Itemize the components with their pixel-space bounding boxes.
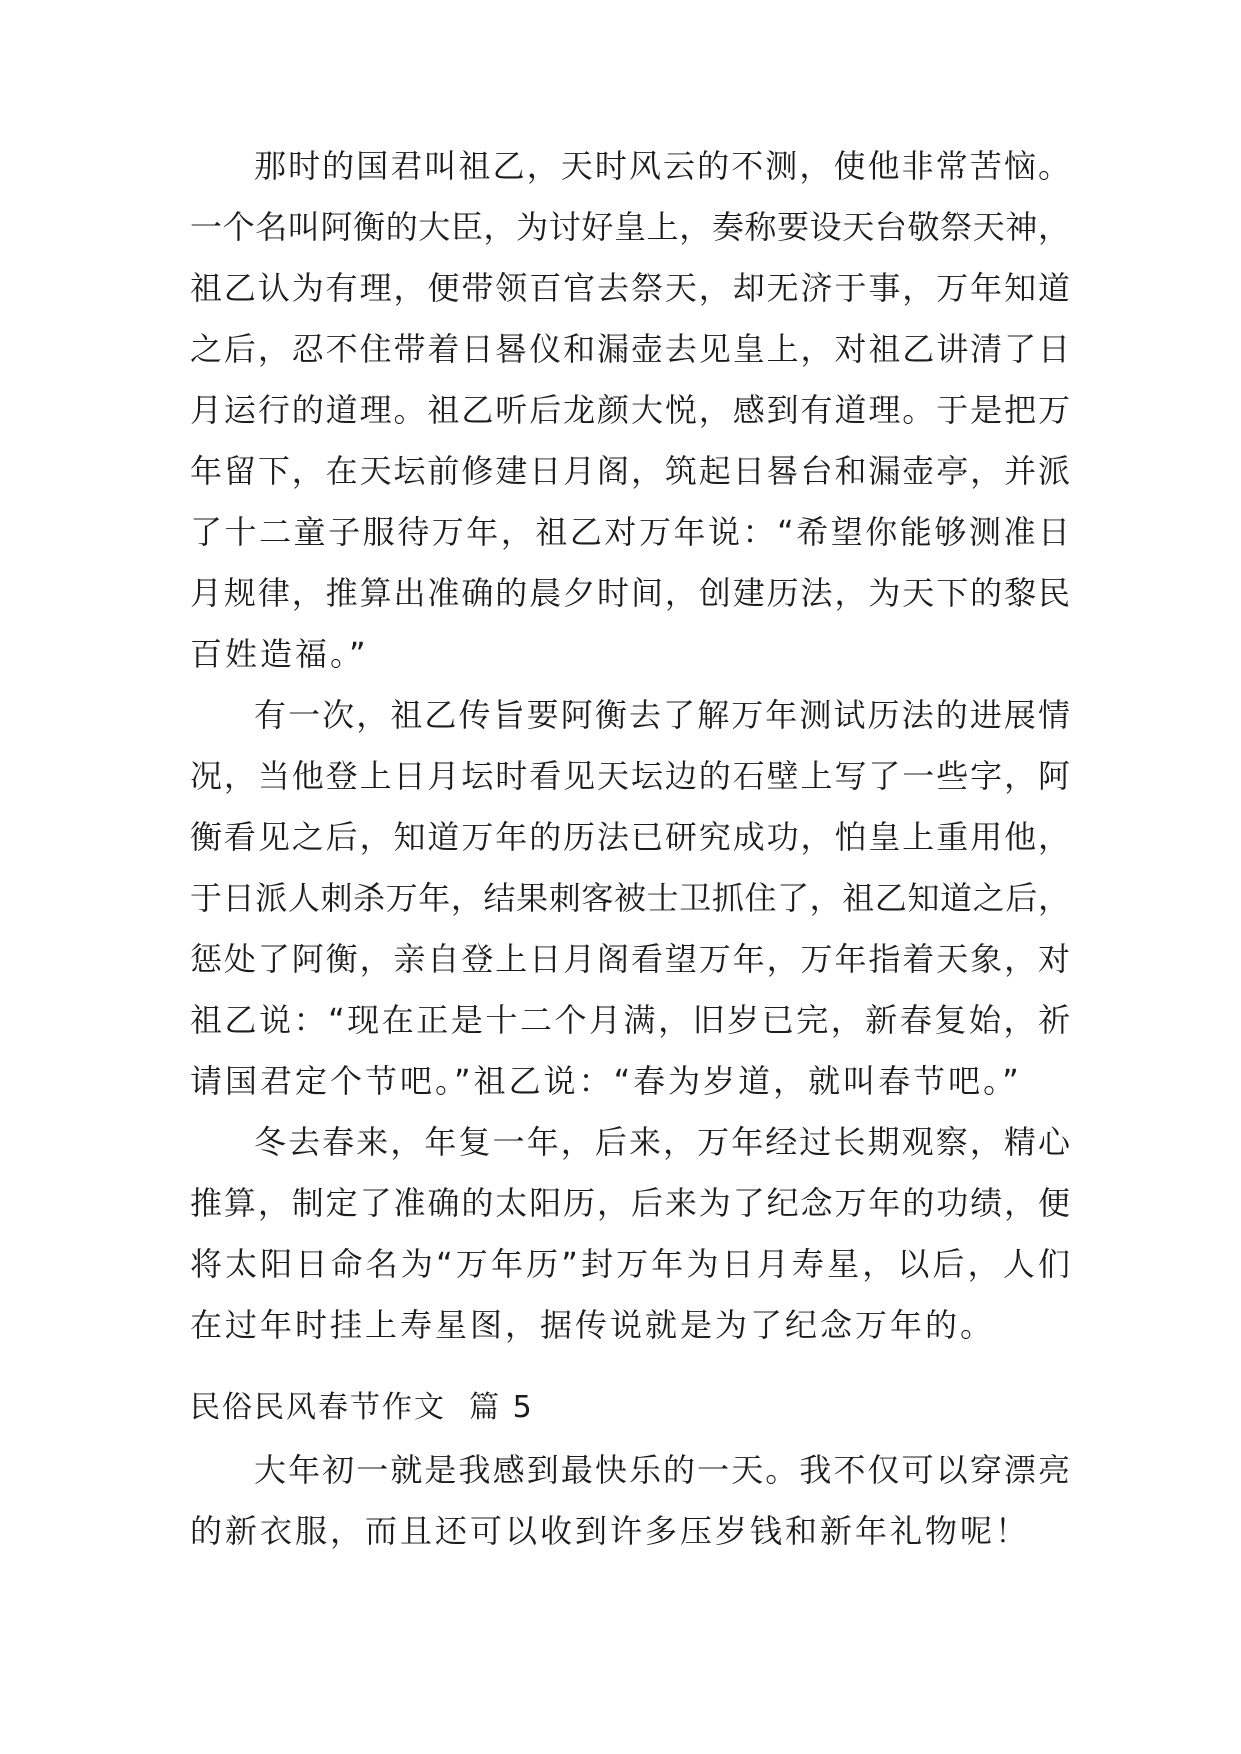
paragraph-3-line-1: 冬去春来，年复一年，后来，万年经过长期观察，精心 xyxy=(254,1123,1070,1161)
paragraph-2-line-2: 况，当他登上日月坛时看见天坛边的石壁上写了一些字，阿 xyxy=(190,757,1070,795)
paragraph-2-line-1: 有一次，祖乙传旨要阿衡去了解万年测试历法的进展情 xyxy=(254,696,1070,734)
paragraph-3-line-4: 在过年时挂上寿星图，据传说就是为了纪念万年的。 xyxy=(190,1306,996,1344)
paragraph-3-line-3: 将太阳日命名为“万年历”封万年为日月寿星，以后，人们 xyxy=(190,1245,1070,1283)
section-paragraph-line-2: 的新衣服，而且还可以收到许多压岁钱和新年礼物呢！ xyxy=(190,1512,1031,1550)
paragraph-1-line-4: 之后，忍不住带着日晷仪和漏壶去见皇上，对祖乙讲清了日 xyxy=(190,330,1070,368)
paragraph-1-line-7: 了十二童子服待万年，祖乙对万年说：“希望你能够测准日 xyxy=(190,513,1070,551)
section-paragraph-line-1: 大年初一就是我感到最快乐的一天。我不仅可以穿漂亮 xyxy=(254,1451,1070,1489)
paragraph-2-line-6: 祖乙说：“现在正是十二个月满，旧岁已完，新春复始，祈 xyxy=(190,1001,1070,1039)
paragraph-1-line-3: 祖乙认为有理，便带领百官去祭天，却无济于事，万年知道 xyxy=(190,269,1070,307)
paragraph-1-line-5: 月运行的道理。祖乙听后龙颜大悦，感到有道理。于是把万 xyxy=(190,391,1070,429)
paragraph-2-line-7: 请国君定个节吧。”祖乙说：“春为岁道，就叫春节吧。” xyxy=(190,1062,1022,1100)
section-heading: 民俗民风春节作文 篇 5 xyxy=(190,1390,534,1425)
paragraph-1-line-2: 一个名叫阿衡的大臣，为讨好皇上，奏称要设天台敬祭天神， xyxy=(190,208,1070,246)
paragraph-1-line-6: 年留下，在天坛前修建日月阁，筑起日晷台和漏壶亭，并派 xyxy=(190,452,1070,490)
paragraph-1-line-1: 那时的国君叫祖乙，天时风云的不测，使他非常苦恼。 xyxy=(254,147,1070,185)
paragraph-2-line-3: 衡看见之后，知道万年的历法已研究成功，怕皇上重用他， xyxy=(190,818,1070,856)
paragraph-3-line-2: 推算，制定了准确的太阳历，后来为了纪念万年的功绩，便 xyxy=(190,1184,1070,1222)
paragraph-1-line-9: 百姓造福。” xyxy=(190,635,369,673)
paragraph-2-line-5: 惩处了阿衡，亲自登上日月阁看望万年，万年指着天象，对 xyxy=(190,940,1070,978)
paragraph-2-line-4: 于日派人刺杀万年，结果刺客被士卫抓住了，祖乙知道之后， xyxy=(190,879,1070,917)
paragraph-1-line-8: 月规律，推算出准确的晨夕时间，创建历法，为天下的黎民 xyxy=(190,574,1070,612)
